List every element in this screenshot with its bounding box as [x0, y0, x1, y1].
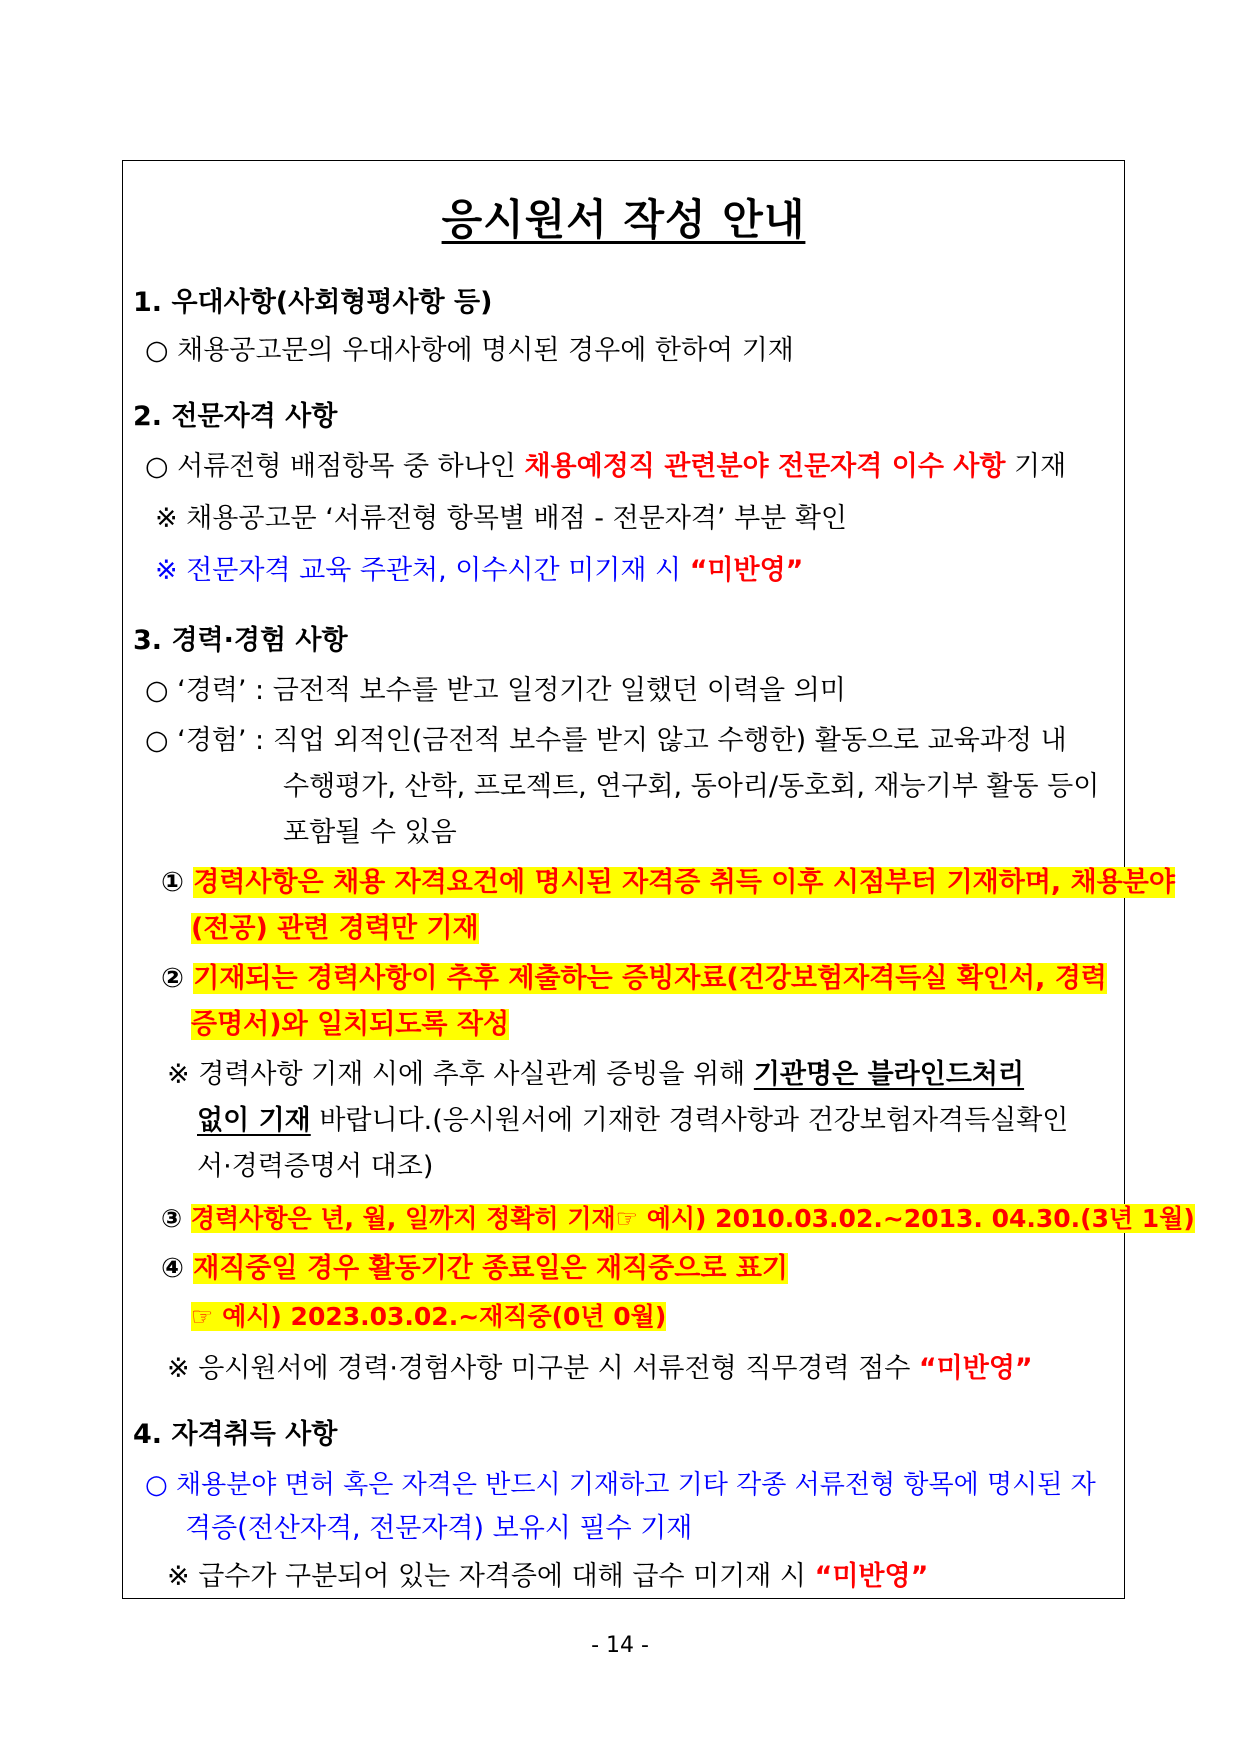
section-3-line-1: ○ ‘경력’ : 금전적 보수를 받고 일정기간 일했던 이력을 의미: [145, 675, 846, 706]
section-4-line-3: ※ 급수가 구분되어 있는 자격증에 대해 급수 미기재 시 “미반영”: [167, 1561, 929, 1592]
section-3-heading: 3. 경력·경험 사항: [133, 625, 348, 656]
item-2: ② 기재되는 경력사항이 추후 제출하는 증빙자료(건강보험자격득실 확인서, 경력: [161, 963, 1107, 994]
section-2-line-1: ○ 서류전형 배점항목 중 하나인 채용예정직 관련분야 전문자격 이수 사항 기재: [145, 451, 1067, 482]
note-2: ※ 응시원서에 경력·경험사항 미구분 시 서류전형 직무경력 점수 “미반영”: [167, 1353, 1033, 1384]
item-1-cont: (전공) 관련 경력만 기재: [191, 913, 479, 944]
note-1-cont-2: 서·경력증명서 대조): [197, 1151, 434, 1182]
section-4-heading: 4. 자격취득 사항: [133, 1419, 338, 1450]
section-4-line-1: ○ 채용분야 면허 혹은 자격은 반드시 기재하고 기타 각종 서류전형 항목에 명시된 자: [145, 1470, 1096, 1500]
item-3: ③ 경력사항은 년, 월, 일까지 정확히 기재☞ 예시) 2010.03.02.~2013. 04.30.(3년 1월): [161, 1204, 1195, 1233]
section-3-line-3: 수행평가, 산학, 프로젝트, 연구회, 동아리/동호회, 재능기부 활동 등이: [283, 771, 1100, 802]
section-1-heading: 1. 우대사항(사회형평사항 등): [133, 287, 493, 318]
section-3-line-2: ○ ‘경험’ : 직업 외적인(금전적 보수를 받지 않고 수행한) 활동으로 교육과정 내: [145, 725, 1067, 756]
item-4-cont: ☞ 예시) 2023.03.02.~재직중(0년 0월): [191, 1302, 667, 1331]
note-1-cont: 없이 기재 바랍니다.(응시원서에 기재한 경력사항과 건강보험자격득실확인: [197, 1105, 1069, 1136]
section-2-line-2: ※ 채용공고문 ‘서류전형 항목별 배점 - 전문자격’ 부분 확인: [155, 503, 847, 534]
page-title: 응시원서 작성 안내: [441, 195, 806, 244]
page-number: - 14 -: [591, 1633, 649, 1658]
item-4: ④ 재직중일 경우 활동기간 종료일은 재직중으로 표기: [161, 1253, 788, 1284]
section-4-line-2: 격증(전산자격, 전문자격) 보유시 필수 기재: [185, 1513, 693, 1544]
section-1-line-1: ○ 채용공고문의 우대사항에 명시된 경우에 한하여 기재: [145, 335, 794, 366]
item-2-cont: 증명서)와 일치되도록 작성: [191, 1009, 510, 1040]
section-2-line-3: ※ 전문자격 교육 주관처, 이수시간 미기재 시 “미반영”: [155, 555, 804, 586]
note-1: ※ 경력사항 기재 시에 추후 사실관계 증빙을 위해 기관명은 블라인드처리: [167, 1059, 1025, 1090]
item-1: ① 경력사항은 채용 자격요건에 명시된 자격증 취득 이후 시점부터 기재하며, 채용분야: [161, 867, 1175, 898]
guide-box: [122, 160, 1195, 1599]
section-2-heading: 2. 전문자격 사항: [133, 401, 338, 432]
section-3-line-4: 포함될 수 있음: [283, 817, 457, 848]
